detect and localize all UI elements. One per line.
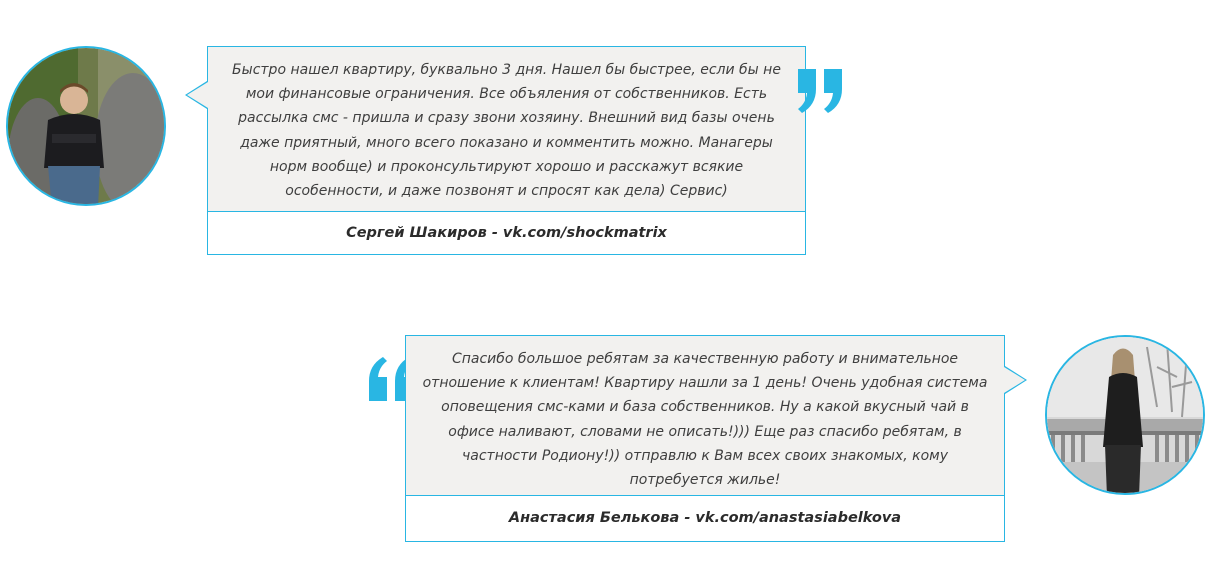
- testimonial-card: [405, 335, 1005, 542]
- bubble-pointer: [187, 82, 208, 108]
- closing-quote-icon: [796, 69, 846, 113]
- testimonial-card: [207, 46, 806, 255]
- review-author: Сергей Шакиров - vk.com/shockmatrix: [346, 225, 667, 241]
- review-text: Спасибо большое ребятам за качественную работу и внимательное отношение к клиентам! Квартиру нашли за 1 день! Очень удобная система оповещения смс-ками и база собственников. Ну а какой вкусный чай в офисе наливают, словами не описать!))) Еще раз спасибо ребятам, в частности Родиону!)) отправлю к Вам всех своих знакомых, кому потребуется жилье!: [406, 336, 1004, 496]
- avatar-photo-2: [1047, 337, 1205, 495]
- avatar-photo-1: [8, 48, 166, 206]
- bubble-pointer: [1004, 367, 1025, 393]
- avatar-sergey: [6, 46, 166, 206]
- review-author: Анастасия Белькова - vk.com/anastasiabelkova: [508, 510, 902, 526]
- avatar-anastasia: [1045, 335, 1205, 495]
- review-text: Быстро нашел квартиру, буквально 3 дня. Нашел бы быстрее, если бы не мои финансовые ограничения. Все объяления от собственников. Есть рассылка смс - пришла и сразу звони хозяину. Внешний вид базы очень даже приятный, много всего показано и комментить можно. Манагеры норм вообще) и проконсультируют хорошо и расскажут всякие особенности, и даже позвонят и спросят как дела) Сервис): [208, 47, 805, 212]
